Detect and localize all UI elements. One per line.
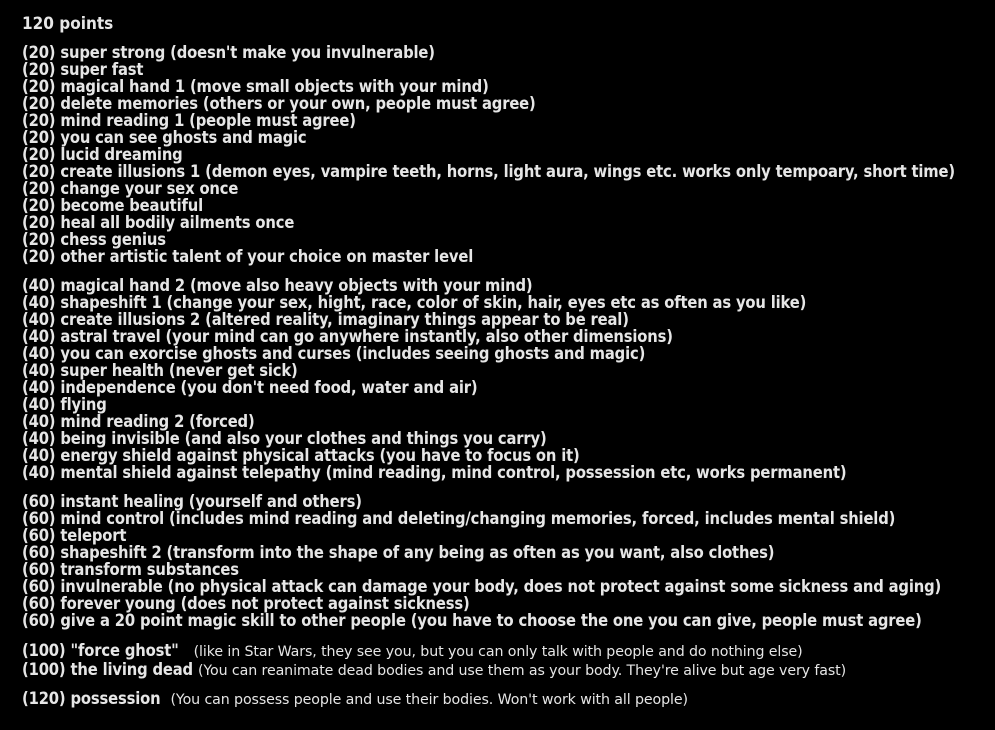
skill-description: possession xyxy=(70,689,161,708)
skill-item xyxy=(22,44,987,61)
skill-cost: (60) xyxy=(22,509,56,528)
skill-group xyxy=(22,641,987,679)
skill-item xyxy=(22,493,987,510)
skill-cost: (60) xyxy=(22,611,56,630)
skill-item xyxy=(22,163,987,180)
skill-cost: (20) xyxy=(22,77,56,96)
skill-group xyxy=(22,277,987,481)
skill-description: mind reading 2 (forced) xyxy=(60,412,255,431)
skill-item xyxy=(22,129,987,146)
skill-item xyxy=(22,112,987,129)
skill-item xyxy=(22,544,987,561)
skill-item xyxy=(22,578,987,595)
skill-description: become beautiful xyxy=(60,196,203,215)
skill-item xyxy=(22,214,987,231)
skill-description: you can exorcise ghosts and curses (includes seeing ghosts and magic) xyxy=(60,344,646,363)
skill-description: shapeshift 1 (change your sex, hight, race, color of skin, hair, eyes etc as often as you like) xyxy=(60,293,807,312)
skill-cost: (20) xyxy=(22,247,56,266)
skill-cost: (20) xyxy=(22,162,56,181)
skill-item xyxy=(22,464,987,481)
skill-description: the living dead xyxy=(70,660,193,679)
skill-group xyxy=(22,44,987,265)
skill-item xyxy=(22,413,987,430)
skill-item xyxy=(22,689,987,708)
skill-description: super strong (doesn't make you invulnerable) xyxy=(60,43,435,62)
skill-cost: (20) xyxy=(22,43,56,62)
skill-item xyxy=(22,510,987,527)
skill-cost: (40) xyxy=(22,327,56,346)
skill-description: magical hand 2 (move also heavy objects with your mind) xyxy=(60,276,533,295)
skill-item xyxy=(22,345,987,362)
skill-cost: (40) xyxy=(22,378,56,397)
skill-item xyxy=(22,294,987,311)
skill-cost: (40) xyxy=(22,276,56,295)
skill-item xyxy=(22,379,987,396)
skill-item xyxy=(22,362,987,379)
skill-description: lucid dreaming xyxy=(60,145,183,164)
skill-item xyxy=(22,95,987,112)
skill-cost: (20) xyxy=(22,128,56,147)
skill-item xyxy=(22,231,987,248)
skill-description: delete memories (others or your own, people must agree) xyxy=(60,94,536,113)
skill-description: shapeshift 2 (transform into the shape of any being as often as you want, also clothes) xyxy=(60,543,775,562)
skill-item xyxy=(22,447,987,464)
skill-description: transform substances xyxy=(60,560,239,579)
skill-cost: (20) xyxy=(22,179,56,198)
skill-cost: (20) xyxy=(22,196,56,215)
skill-cost: (60) xyxy=(22,526,56,545)
skill-item xyxy=(22,328,987,345)
skill-description: give a 20 point magic skill to other people (you have to choose the one you can give, people must agree) xyxy=(60,611,922,630)
skill-cost: (100) xyxy=(22,641,66,660)
skill-cost: (20) xyxy=(22,230,56,249)
skill-item xyxy=(22,595,987,612)
skill-cost: (40) xyxy=(22,395,56,414)
skill-note: (You can reanimate dead bodies and use them as your body. They're alive but age very fast) xyxy=(197,663,847,679)
skill-item xyxy=(22,396,987,413)
skill-cost: (60) xyxy=(22,492,56,511)
skill-item xyxy=(22,641,987,660)
skill-cost: (40) xyxy=(22,310,56,329)
page-title: 120 points xyxy=(22,14,114,34)
skill-cost: (100) xyxy=(22,660,66,679)
skill-item xyxy=(22,311,987,328)
skill-cost: (40) xyxy=(22,412,56,431)
skill-item xyxy=(22,430,987,447)
skill-cost: (40) xyxy=(22,344,56,363)
skill-group xyxy=(22,493,987,629)
skill-item xyxy=(22,561,987,578)
skill-description: being invisible (and also your clothes and things you carry) xyxy=(60,429,547,448)
skill-item xyxy=(22,61,987,78)
skill-group xyxy=(22,689,987,708)
skill-item xyxy=(22,197,987,214)
skill-description: mind reading 1 (people must agree) xyxy=(60,111,356,130)
skill-description: flying xyxy=(60,395,107,414)
skill-description: chess genius xyxy=(60,230,166,249)
skill-description: mental shield against telepathy (mind reading, mind control, possession etc, works permanent) xyxy=(60,463,847,482)
skill-item xyxy=(22,248,987,265)
skill-cost: (60) xyxy=(22,560,56,579)
skill-cost: (40) xyxy=(22,429,56,448)
skill-item xyxy=(22,527,987,544)
skill-description: create illusions 2 (altered reality, imaginary things appear to be real) xyxy=(60,310,629,329)
skill-description: heal all bodily ailments once xyxy=(60,213,295,232)
skill-description: astral travel (your mind can go anywhere instantly, also other dimensions) xyxy=(60,327,673,346)
skill-item xyxy=(22,612,987,629)
skill-description: energy shield against physical attacks (you have to focus on it) xyxy=(60,446,580,465)
skill-cost: (60) xyxy=(22,577,56,596)
skill-description: magical hand 1 (move small objects with your mind) xyxy=(60,77,489,96)
skill-description: independence (you don't need food, water and air) xyxy=(60,378,478,397)
skill-description: super health (never get sick) xyxy=(60,361,298,380)
skill-description: teleport xyxy=(60,526,127,545)
skill-cost: (60) xyxy=(22,594,56,613)
skill-cost: (20) xyxy=(22,94,56,113)
skill-cost: (20) xyxy=(22,60,56,79)
skill-description: change your sex once xyxy=(60,179,239,198)
skill-description: other artistic talent of your choice on master level xyxy=(60,247,474,266)
skill-cost: (40) xyxy=(22,361,56,380)
skill-list xyxy=(22,13,987,720)
skill-description: mind control (includes mind reading and deleting/changing memories, forced, includes mental shield) xyxy=(60,509,896,528)
skill-cost: (20) xyxy=(22,145,56,164)
skill-item xyxy=(22,78,987,95)
skill-description: you can see ghosts and magic xyxy=(60,128,307,147)
skill-cost: (40) xyxy=(22,446,56,465)
skill-description: create illusions 1 (demon eyes, vampire teeth, horns, light aura, wings etc. works only tempoary, short time) xyxy=(60,162,955,181)
skill-note: (You can possess people and use their bodies. Won't work with all people) xyxy=(170,692,688,708)
skill-cost: (20) xyxy=(22,111,56,130)
skill-description: instant healing (yourself and others) xyxy=(60,492,362,511)
skill-note: (like in Star Wars, they see you, but you can only talk with people and do nothing else) xyxy=(193,644,803,660)
skill-item xyxy=(22,180,987,197)
skill-groups xyxy=(22,44,987,708)
skill-item xyxy=(22,146,987,163)
skill-description: super fast xyxy=(60,60,144,79)
skill-cost: (20) xyxy=(22,213,56,232)
skill-description: forever young (does not protect against sickness) xyxy=(60,594,470,613)
skill-cost: (120) xyxy=(22,689,66,708)
skill-item xyxy=(22,660,987,679)
skill-item xyxy=(22,277,987,294)
skill-description: "force ghost" xyxy=(70,641,179,660)
skill-cost: (40) xyxy=(22,463,56,482)
skill-cost: (60) xyxy=(22,543,56,562)
skill-cost: (40) xyxy=(22,293,56,312)
skill-description: invulnerable (no physical attack can damage your body, does not protect against some sickness and aging) xyxy=(60,577,942,596)
